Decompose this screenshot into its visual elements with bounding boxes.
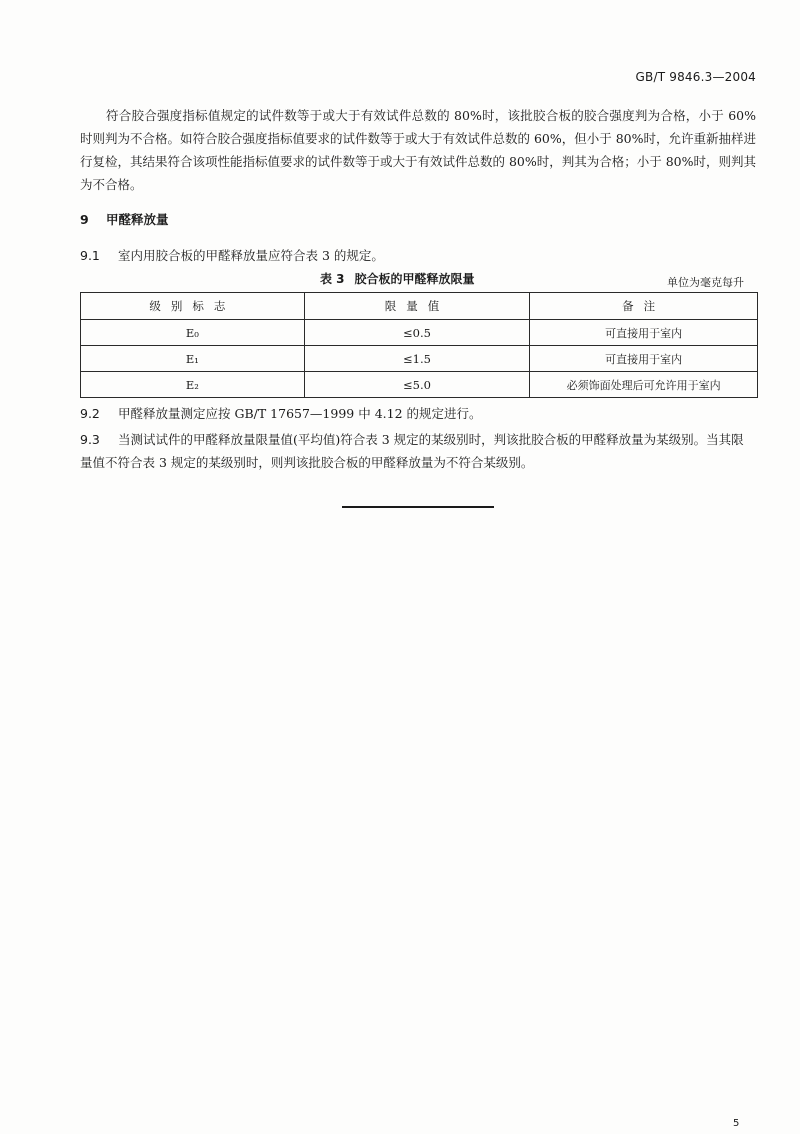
cell-level: E₁ (81, 346, 305, 372)
clause-text: 甲醛释放量测定应按 GB/T 17657—1999 中 4.12 的规定进行。 (118, 406, 482, 421)
formaldehyde-table (80, 292, 758, 398)
cell-note: 可直接用于室内 (530, 346, 758, 372)
cell-limit: ≤1.5 (304, 346, 530, 372)
header-level: 级别标志 (81, 293, 305, 320)
table-number: 表 3 (320, 272, 345, 286)
cell-level: E₀ (81, 320, 305, 346)
table-caption (320, 270, 475, 287)
section-title-text: 甲醛释放量 (106, 212, 169, 227)
table-title: 胶合板的甲醛释放限量 (354, 272, 475, 286)
clause-number: 9.3 (80, 432, 100, 447)
table-row (81, 372, 758, 398)
standard-code: GB/T 9846.3—2004 (635, 70, 756, 84)
cell-note: 必须饰面处理后可允许用于室内 (530, 372, 758, 398)
cell-limit: ≤5.0 (304, 372, 530, 398)
section-number: 9 (80, 212, 89, 227)
clause-9-3 (80, 428, 756, 474)
cell-note: 可直接用于室内 (530, 320, 758, 346)
table-row (81, 320, 758, 346)
header-note: 备注 (530, 293, 758, 320)
table-unit: 单位为毫克每升 (667, 276, 744, 289)
clause-text: 室内用胶合板的甲醛释放量应符合表 3 的规定。 (118, 248, 384, 263)
table-row (81, 346, 758, 372)
clause-9-1 (80, 244, 756, 267)
section-heading (80, 210, 169, 228)
end-of-standard-rule (342, 506, 494, 508)
cell-limit: ≤0.5 (304, 320, 530, 346)
conclusion-paragraph: 符合胶合强度指标值规定的试件数等于或大于有效试件总数的 80%时，该批胶合板的胶合强度判为合格，小于 60%时则判为不合格。如符合胶合强度指标值要求的试件数等于或大于有效试件总数的 60%，但小于 80%时，允许重新抽样进行复检，其结果符合该项性能指标值要求的试件数等于或大于有效试件总数的 80%时，判其为合格；小于 80%时，则判其为不合格。 (80, 108, 757, 192)
header-limit: 限量值 (304, 293, 530, 320)
table-header-row (81, 293, 758, 320)
cell-level: E₂ (81, 372, 305, 398)
page-number: 5 (733, 1118, 740, 1129)
clause-text: 当测试试件的甲醛释放量限量值(平均值)符合表 3 规定的某级别时，判该批胶合板的甲醛释放量为某级别。当其限量值不符合表 3 规定的某级别时，则判该批胶合板的甲醛释放量为不符合某级别。 (80, 432, 744, 470)
clause-number: 9.1 (80, 248, 100, 263)
clause-number: 9.2 (80, 406, 100, 421)
clause-9-2 (80, 402, 756, 425)
